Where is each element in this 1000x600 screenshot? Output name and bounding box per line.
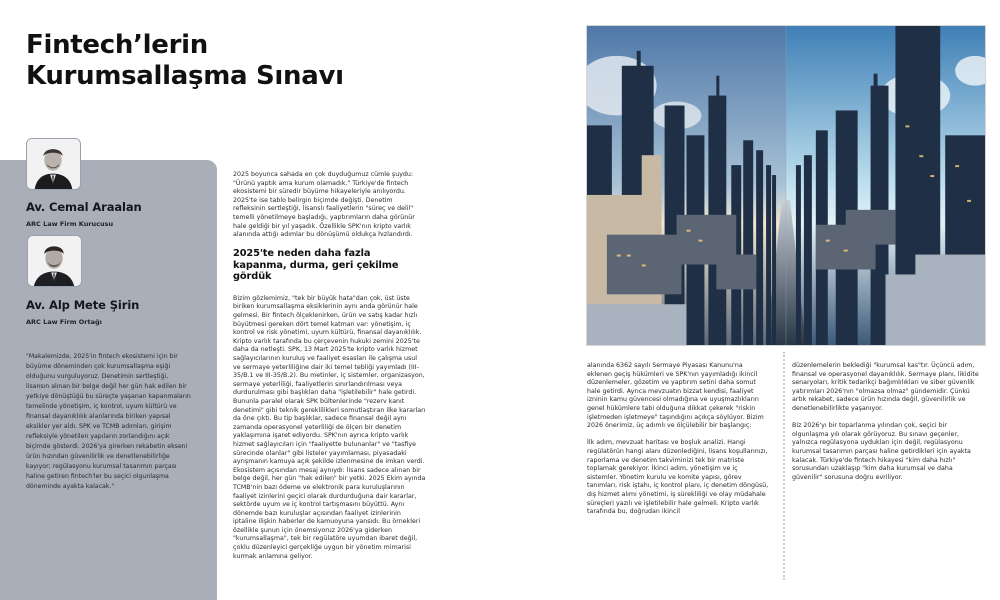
article-column-1 — [233, 171, 426, 570]
body-paragraph: düzenlemelerin beklediği "kurumsal kas"tır. Üçüncü adım, finansal ve operasyonel dayanıklılık. Sermaye planı, likidite senaryoları, kritik tedarikçi bağımlılıkları ve siber güvenlik yatırımları 2026'nın "olmazsa olmaz" gündemidir. Çünkü artık rekabet, sadece ürün hızında değil, güvenilirlik ve denetlenebilirlikte yaşanıyor. — [792, 362, 979, 412]
author-role: ARC Law Firm Kurucusu — [26, 220, 114, 228]
pull-quote: "Makalemizde, 2025'in fintech ekosistemi için bir büyüme döneminden çok kurumsallaşma eşiği olduğunu vurguluyoruz. Denetimin sertleştiği, lisansın alınan bir belge değil her gün hak edilen bir yetkiye dönüştüğü bu süreçte yaşanan kapanmaların temelinde yönetişim, iç kontrol, uyum kültürü ve finansal dayanıklılık alanlarında biriken yapısal eksikler yer aldı. SPK ve TCMB adımları, girişim refleksiyle yönetilen yapıların zorlandığını açık biçimde gösterdi. 2026'ya girerken rekabetin ekseni ürün hızından güvenilirlik ve denetlenebilirliğe kayıyor; regülasyonu kurumsal tasarımın parçası haline getiren fintech'ler bu seçici olgunlaşma döneminde ayakta kalacak." — [26, 353, 191, 490]
title-line-1: Fintech’lerin — [26, 30, 208, 60]
intro-paragraph: 2025 boyunca sahada en çok duyduğumuz cümle şuydu: "Ürünü yaptık ama kurum olamadık." Türkiye'de fintech ekosistemi bir süredir büyüme hikayeleriyle anılıyordu. 2025'te ise tablo belirgin biçimde değişti. Denetim refleksinin sertleştiği, lisanslı faaliyetlerin "süreç ve delil" temelli yönetilmeye başladığı, yaptırımların daha görünür hale geldiği bir yıl yaşadık. Özellikle SPK'nın kripto varlık alanında attığı adımlar bu dönüşümü oldukça hızlandırdı. — [233, 171, 415, 239]
portrait-icon — [27, 139, 80, 189]
body-paragraph: İlk adım, mevzuat haritası ve boşluk analizi. Hangi regülatörün hangi alanı düzenlediğini, lisans koşullarınızı, raporlama ve denetim takviminizi tek bir matriste toplamak gerekiyor. İkinci adım, yönetişim ve iç sistemler. Yönetim kurulu ve komite yapısı, görev tanımları, risk iştahı, iç kontrol planı, iç denetim döngüsü, dış hizmet alımı yönetimi, iş sürekliliği ve olay müdahale süreçleri yazılı ve işletilebilir hale gelmeli. Kripto varlık tarafında bu, doğrudan ikincil — [587, 439, 769, 516]
body-paragraph: alanında 6362 sayılı Sermaye Piyasası Kanunu'na eklenen geçiş hükümleri ve SPK'nın yayımladığı ikincil düzenlemeler, gözetim ve yaptırım setini daha somut hale getirdi. Ayrıca mevzuatın bizzat kendisi, faaliyet izninin kamu güvencesi olmadığına ve uyuşmazlıkların genel hükümlere tabi olduğuna dikkat çekerek "riskin işletmeden işletmeye" taşındığını açıkça söylüyor. Bizim 2026 önerimiz, üç adımlı ve ölçülebilir bir başlangıç: — [587, 362, 764, 430]
author-name: Av. Alp Mete Şirin — [26, 298, 140, 312]
portrait-icon — [28, 236, 81, 286]
author-photo-cemal-araalan — [26, 138, 81, 190]
author-role: ARC Law Firm Ortağı — [26, 318, 102, 326]
author-name: Av. Cemal Araalan — [26, 200, 142, 214]
section-heading: 2025'te neden daha fazla kapanma, durma, geri çekilme gördük — [233, 248, 399, 283]
author-photo-alp-mete-sirin — [27, 235, 82, 287]
column-divider — [783, 352, 785, 580]
body-paragraph: Biz 2026'yı bir toparlanma yılından çok, seçici bir olgunlaşma yılı olarak görüyoruz. Bu sınavı geçenler, yalnızca regülasyona uydukları için değil, regülasyonu kurumsal tasarımın parçası haline getirdikleri için ayakta kalacak. Türkiye'de fintech hikayesi "kim daha hızlı" sorusundan uzaklaşıp "kim daha kurumsal ve daha güvenilir" sorusuna doğru evriliyor. — [792, 422, 971, 481]
city-skyline-icon — [587, 26, 985, 345]
body-paragraph: Bizim gözlemimiz, "tek bir büyük hata"dan çok, üst üste biriken kurumsallaşma eksiklerinin aynı anda görünür hale gelmesi. Bir fintech ölçeklenirken, ürün ve satış kadar hızlı büyütmesi gereken dört temel katman var: yönetişim, iç kontrol ve risk yönetimi, uyum kültürü, finansal dayanıklılık. Kripto varlık tarafında bu çerçevenin hukuki zemini 2025'te daha da netleşti. SPK, 13 Mart 2025'te kripto varlık hizmet sağlayıcılarının kuruluş ve faaliyet esasları ile çalışma usul ve sermaye yeterliliğine dair iki temel tebliği yayımladı (III-35/B.1 ve III-35/B.2). Bu metinler, iç sistemler, organizasyon, sermaye yeterliliği, faaliyetlerin sınırlandırılması veya durdurulması gibi başlıkları daha "işletilebilir" hale getirdi. — [233, 294, 425, 397]
article-title — [26, 30, 406, 92]
hero-image — [586, 25, 986, 346]
article-column-2 — [587, 362, 769, 525]
article-column-3 — [792, 362, 982, 491]
body-paragraph: Bununla paralel olarak SPK bültenlerinde "rezerv kanıt denetimi" gibi teknik gereklilikleri somutlaştıran ilke kararları da öne çıktı. Bu tip başlıklar, sadece finansal değil aynı zamanda operasyonel yeterliliği de ölçen bir denetim yaklaşımına işaret ediyordu. SPK'nın ayrıca kripto varlık hizmet sağlayıcıları için "faaliyette bulunanlar" ve "tasfiye sürecinde olanlar" gibi listeler yayımlaması, piyasadaki ayrışmanın kamuya açık şekilde izlenmesine de imkan verdi. Ekosistem açısından mesaj aynıydı: lisans sadece alınan bir belge değil, her gün "hak edilen" bir yetki. 2025 Ekim ayında TCMB'nin bazı ödeme ve elektronik para kuruluşlarının faaliyet izinlerini geçici olarak durdurduğuna dair kararlar, sektörde uyum ve iç kontrol tartışmasını büyüttü. Aynı dönemde bazı kuruluşlar açısından faaliyet izinlerinin iptaline ilişkin haberler de kamuoyuna yansıdı. Bu örnekleri özellikle şunun için önemsiyoruz 2026'ya giderken "kurumsallaşma", tek bir regülatöre uyumdan ibaret değil, çoklu düzenleyici gerçekliğe uygun bir yönetim mimarisi kurmak anlamına geliyor. — [233, 397, 426, 560]
title-line-2: Kurumsallaşma Sınavı — [26, 61, 344, 91]
